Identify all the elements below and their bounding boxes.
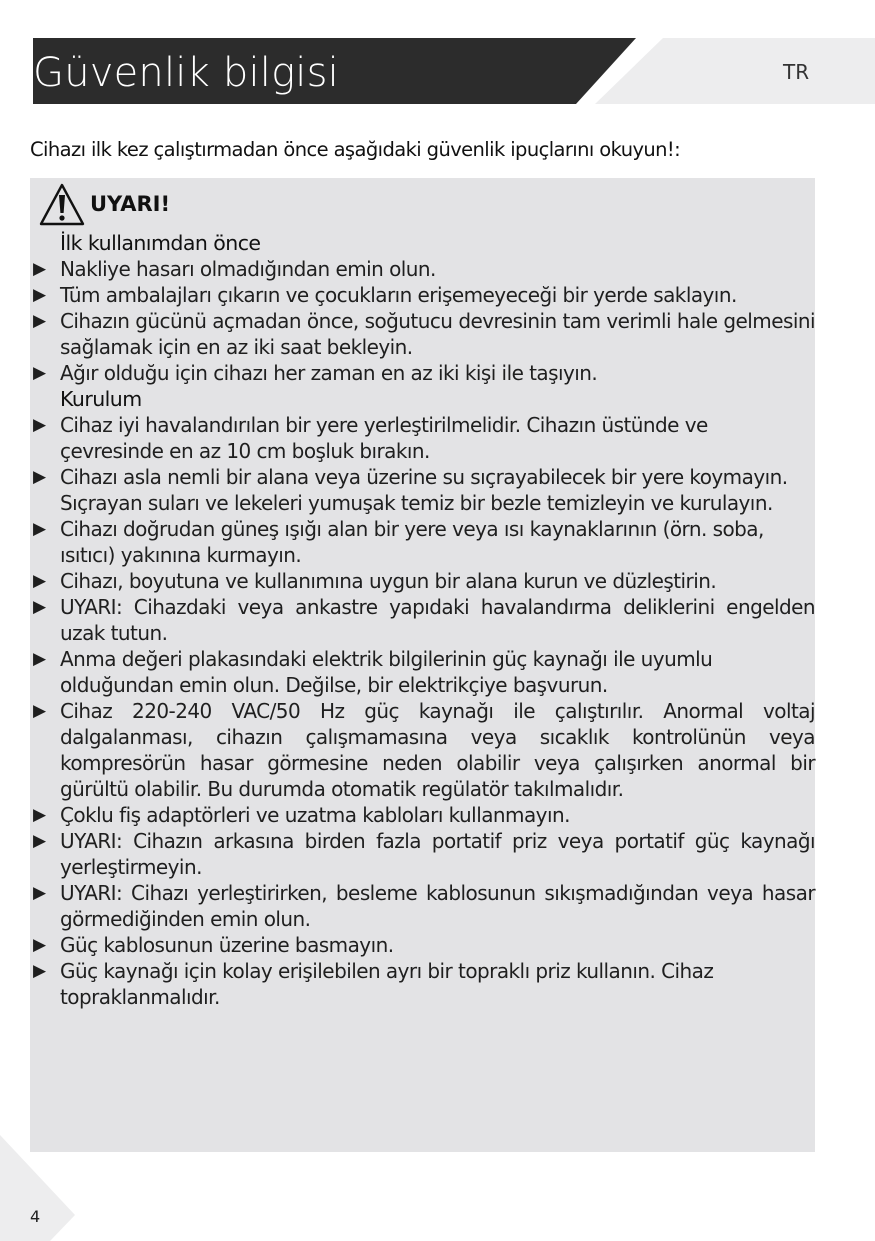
bullet-arrow-icon: ▶ — [33, 519, 46, 539]
list-item: ▶ Güç kaynağı için kolay erişilebilen ayrı bir topraklı priz kullanın. Cihaz topraklanmalıdır. — [33, 959, 714, 1009]
bullet-arrow-icon: ▶ — [33, 805, 46, 825]
bullet-arrow-icon: ▶ — [33, 285, 46, 305]
list-item: ▶ Ağır olduğu için cihazı her zaman en az iki kişi ile taşıyın. — [33, 361, 598, 385]
warning-content — [33, 230, 815, 1010]
page-number: 4 — [30, 1207, 41, 1226]
bullet-arrow-icon: ▶ — [33, 961, 46, 981]
section-heading-installation: Kurulum — [60, 387, 142, 411]
bullet-arrow-icon: ▶ — [33, 571, 46, 591]
bullet-arrow-icon: ▶ — [33, 701, 46, 721]
warning-triangle-icon — [38, 181, 86, 229]
bullet-arrow-icon: ▶ — [33, 311, 46, 331]
bullet-arrow-icon: ▶ — [33, 467, 46, 487]
list-item: ▶ UYARI: Cihazın arkasına birden fazla portatif priz veya portatif güç kaynağı yerleştirmeyin. — [33, 829, 815, 879]
warning-title: UYARI! — [90, 192, 171, 216]
page-title: Güvenlik bilgisi — [33, 50, 339, 96]
list-item: ▶ Cihazı asla nemli bir alana veya üzerine su sıçrayabilecek bir yere koymayın. Sıçrayan suları ve lekeleri yumuşak temiz bir bezle temizleyin ve kurulayın. — [33, 465, 788, 515]
list-item: ▶ Güç kablosunun üzerine basmayın. — [33, 933, 394, 957]
bullet-arrow-icon: ▶ — [33, 649, 46, 669]
list-item: ▶ Cihazı, boyutuna ve kullanımına uygun bir alana kurun ve düzleştirin. — [33, 569, 717, 593]
intro-text: Cihazı ilk kez çalıştırmadan önce aşağıdaki güvenlik ipuçlarını okuyun!: — [30, 138, 681, 161]
bullet-arrow-icon: ▶ — [33, 363, 46, 383]
list-item: ▶ Cihaz 220-240 VAC/50 Hz güç kaynağı ile çalıştırılır. Anormal voltaj dalgalanması, cihazın çalışmamasına veya sıcaklık kontrolünün veya kompresörün hasar görmesine neden olabilir veya çalışırken anormal bir gürültü olabilir. Bu durumda otomatik regülatör takılmalıdır. — [33, 699, 815, 801]
header-corner-decoration — [595, 38, 875, 104]
list-item: ▶ Tüm ambalajları çıkarın ve çocukların erişemeyeceği bir yerde saklayın. — [33, 283, 737, 307]
bullet-arrow-icon: ▶ — [33, 259, 46, 279]
list-item: ▶ Cihazın gücünü açmadan önce, soğutucu devresinin tam verimli hale gelmesini sağlamak için en az iki saat bekleyin. — [33, 309, 815, 359]
list-item: ▶ UYARI: Cihazı yerleştirirken, besleme kablosunun sıkışmadığından veya hasar görmediğinden emin olun. — [33, 881, 815, 931]
bullet-arrow-icon: ▶ — [33, 935, 46, 955]
list-item: ▶ UYARI: Cihazdaki veya ankastre yapıdaki havalandırma deliklerini engelden uzak tutun. — [33, 595, 815, 645]
section-heading-first-use: İlk kullanımdan önce — [60, 231, 261, 255]
bullet-arrow-icon: ▶ — [33, 883, 46, 903]
bullet-arrow-icon: ▶ — [33, 831, 46, 851]
bullet-arrow-icon: ▶ — [33, 415, 46, 435]
list-item: ▶ Nakliye hasarı olmadığından emin olun. — [33, 257, 436, 281]
bullet-arrow-icon: ▶ — [33, 597, 46, 617]
language-code: TR — [783, 60, 810, 84]
list-item: ▶ Cihazı doğrudan güneş ışığı alan bir yere veya ısı kaynaklarının (örn. soba, ısıtıcı) yakınına kurmayın. — [33, 517, 764, 567]
list-item: ▶ Anma değeri plakasındaki elektrik bilgilerinin güç kaynağı ile uyumlu olduğundan emin olun. Değilse, bir elektrikçiye başvurun. — [33, 647, 713, 697]
list-item: ▶ Çoklu fiş adaptörleri ve uzatma kabloları kullanmayın. — [33, 803, 570, 827]
list-item: ▶ Cihaz iyi havalandırılan bir yere yerleştirilmelidir. Cihazın üstünde ve çevresinde en az 10 cm boşluk bırakın. — [33, 413, 708, 463]
